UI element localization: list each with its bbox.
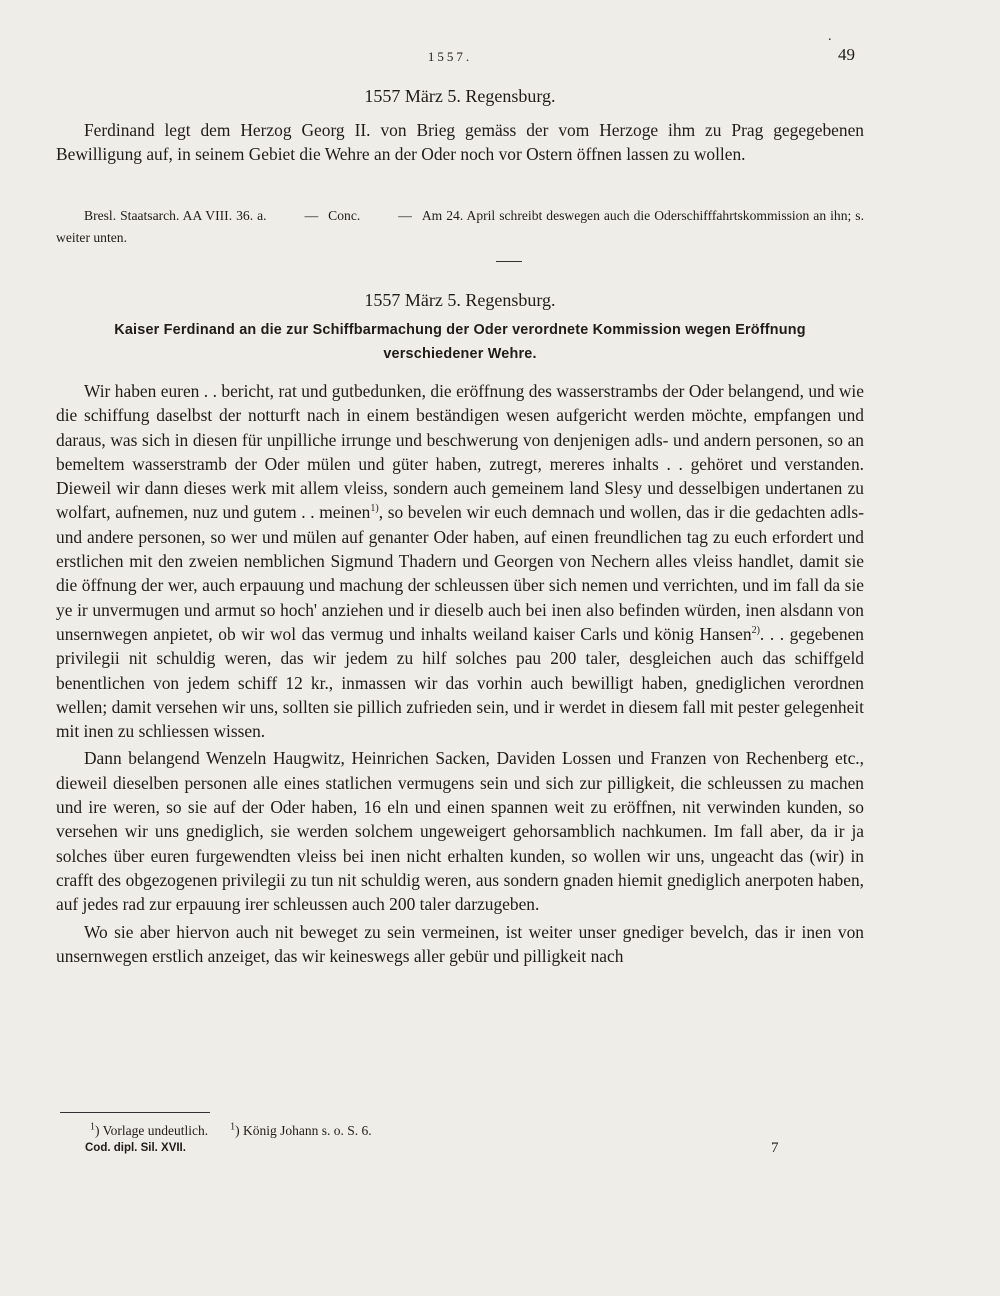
doc1-summary-block — [56, 118, 864, 167]
doc2-heading: 1557 März 5. Regensburg. — [364, 290, 556, 310]
doc2-paragraph-2: Dann belangend Wenzeln Haugwitz, Heinrichen Sacken, Daviden Lossen und Franzen von Rechenberg etc., dieweil dieselben personen alle eines statlichen vermugens sein und sich zur pilligkeit, die schleussen zu machen und ire weren, so sie auf der Oder haben, 16 eln und einen spannen weit zu eröffnen, nit verwinden kunden, so versehen wir uns gnediglich, sie werden solchem ungeweigert gehorsamblich nachkumen. Im fall aber, da ir ja solches über euren furgewendten vleiss bei inen nicht erhalten kunden, so wollen wir uns, ungeacht das (wir) in crafft des obgezogenen privilegii zu tun nit schuldig weren, aus sondern gnaden hiemit gnediglich anerpoten haben, auf jedes rad zur erpauung irer schleussen auch 200 taler darzugeben. — [56, 748, 864, 915]
footnote-ref-2: 2) — [751, 625, 760, 637]
doc1-source-conc: Conc. — [328, 208, 361, 223]
doc1-source-dash-1: — — [304, 208, 319, 223]
doc2-paragraph-1 — [56, 379, 864, 743]
margin-dot: . — [828, 29, 832, 44]
doc1-source-remark: Am 24. April schreibt deswegen auch die Oderschifffahrtskommission an ihn; s. weiter unten. — [56, 208, 864, 245]
footnote-1: $^1$) Vorlage undeutlich. — [90, 1121, 209, 1138]
sheet-signature: Cod. dipl. Sil. XVII. — [85, 1142, 186, 1154]
page-number: 49 — [838, 45, 855, 64]
document-1 — [56, 84, 864, 108]
doc1-source-dash-2: — — [398, 208, 412, 223]
doc2-subject-block — [76, 318, 844, 366]
doc1-source-block — [56, 205, 864, 249]
p1-text-a: Wir haben euren . . bericht, rat und gutbedunken, die eröffnung des wasserstrambs der Oder belangend, und wie die schiffung daselbst der notturft nach in einem beständigen wesen aufgericht werden möchte, empfangen und daraus, was sich in diesen für unpilliche irrunge und beschwerung von denjenigen adls- und andern personen, so an bemeltem wasserstramb der Oder mülen und güter haben, zutregt, mereres inhalts . . gehöret und verstanden. Dieweil wir dann dieses werk mit allem vleiss, sondern auch gemeinem land Slesy und desselbigen undertanen zu wolfart, aufnemen, nuz und gutem . . meinen — [56, 381, 864, 523]
doc1-source-archive: Bresl. Staatsarch. AA VIII. 36. a. — [84, 208, 267, 223]
doc1-source-note — [56, 205, 864, 249]
doc2-body — [56, 379, 864, 968]
p1-text-c: . . . gegebenen privilegii nit schuldig weren, das wir jedem zu hilf solches pau 200 taler, desgleichen auch das schiffgeld benentlichen von jedem schiff 12 kr., inmassen wir das vorhin auch bewilligt haben, gnediglichen verordnen wellen; damit versehen wir uns, sollten sie pillich zufrieden sein, und ir werdet in diesem fall mit pester gelegenheit mit inen zu schliessen wissen. — [56, 623, 864, 742]
doc2-paragraph-3: Wo sie aber hiervon auch nit beweget zu sein vermeinen, ist weiter unser gnediger bevelch, das ir inen von unsernwegen erstlich anzeiget, das wir keineswegs aller gebür und pilligkeit nach — [56, 921, 864, 966]
running-year-header: 1557. — [427, 49, 473, 64]
doc1-summary: Ferdinand legt dem Herzog Georg II. von Brieg gemäss der vom Herzoge ihm zu Prag gegegebenen Bewilligung auf, in seinem Gebiet die Wehre an der Oder noch vor Ostern öffnen lassen zu wollen. — [56, 120, 864, 165]
section-divider — [496, 261, 522, 262]
footnote-ref-1: 1) — [370, 503, 379, 515]
doc2-subject: Kaiser Ferdinand an die zur Schiffbarmachung der Oder verordnete Kommission wegen Eröffnung verschiedener Wehre. — [114, 322, 806, 362]
p1-text-b: , so bevelen wir euch demnach und wollen, das ir die gedachten adls- und andere personen, so wer und mülen auf genanter Oder haben, auf einen freundlichen tag zu euch erfordert und erstlichen mit den zweien nemblichen Sigmund Thadern und Georgen von Nechern alles vleiss handlet, damit sie die öffnung der wer, auch erpauung und machung der schleussen über sich nemen und verrichten, und im fall da sie ye ir unvermugen und armut so hoch' anziehen und ir dieselb auch bei inen also befinden würden, inen alsdann von unsernwegen anpietet, ob wir wol das vermug und inhalts weiland kaiser Carls und könig Hansen — [56, 502, 864, 644]
doc1-heading: 1557 März 5. Regensburg. — [364, 86, 556, 106]
document-2 — [56, 288, 864, 312]
footnotes — [90, 1122, 372, 1140]
footnote-2: $^1$) König Johann s. o. S. 6. — [230, 1121, 372, 1138]
sheet-number: 7 — [771, 1140, 779, 1156]
footnote-rule — [60, 1112, 210, 1113]
